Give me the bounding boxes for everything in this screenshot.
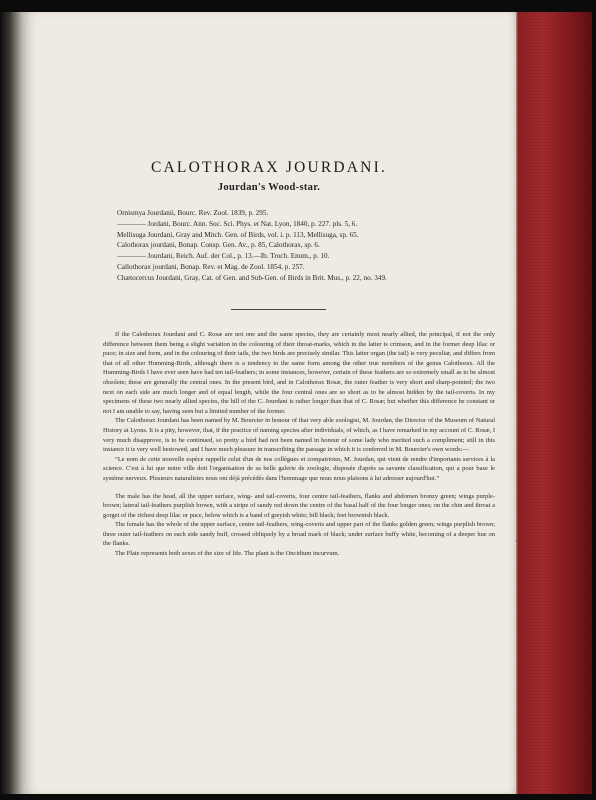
description-female: The female has the whole of the upper surface, centre tail-feathers, wing-coverts and upper part of the flanks golden green; wings purplish brown; three outer tail-feathers on each side sandy buff, crossed obliquely by a broad mark of black; under surface buffy white, becoming of a deeper hue on the flanks. <box>103 521 495 548</box>
page-speck <box>516 540 518 542</box>
paragraph: The Calothorax Jourdani has been named by M. Bourcier in honour of that very able zoologist, M. Jourdan, the Director of the Museum of Natural History at Lyons. It is a pity, however, that, if the practice of naming species after individuals, of which, as I have remarked in my account of C. Rosæ, I very much disapprove, is to be continued, so pretty a bird had not been named in honour of some lady who merited such a compliment; still in this instance it is very well bestowed, and I have much pleasure in transcribing the passage in which it is conferred in M. Bourcier's own words:— <box>103 417 495 454</box>
reference-line: ———— Jordani, Bourc. Ann. Soc. Sci. Phys. et Nat. Lyon, 1840, p. 227. pls. 5, 6. <box>117 219 358 228</box>
common-name: Jourdan's Wood-star. <box>217 182 321 193</box>
reference-line: ———— Jourdani, Reich. Auf. der Col., p. 13.—Ib. Troch. Enum., p. 10. <box>117 252 330 261</box>
description-male: The male has the head, all the upper surface, wing- and tail-coverts, four centre tail-feathers, flanks and abdomen bronzy green; wings purple-brown; lateral tail-feathers purplish brown, with a stripe of sandy red down the centre of the basal half of the four longer ones; on the chin and throat a gorget of the richest deep lilac or puce, below which is a band of greyish white; bill black; feet brownish black. <box>103 492 495 519</box>
reference-line: Callothorax jourdani, Bonap. Rev. et Mag. de Zool. 1854, p. 257. <box>117 262 305 271</box>
quotation-paragraph: “Le nom de cette nouvelle espèce rappelle celui d'un de nos collègues et compatriotes, M. Jourdan, qui vient de rendre d'importants services à la science. C'est à lui que notre ville doit l'organisation de sa belle galerie de zoologie, disposée d'après sa savante classification, qui a pour base le système nerveux. Plusieurs naturalistes nous ont déjà précédés dans l'hommage que nous nous plaisons à lui adresser aujourd'hui.” <box>103 455 495 482</box>
reference-line: Mellisuga Jourdani, Gray and Mitch. Gen. of Birds, vol. i. p. 113, Mellisuga, sp. 65. <box>117 230 359 239</box>
section-divider <box>231 309 326 310</box>
page-gutter <box>0 12 24 794</box>
synonymy-references <box>117 208 497 284</box>
species-title: CALOTHORAX JOURDANI. <box>150 159 388 176</box>
reference-line: Chætocercus Jourdani, Gray, Cat. of Gen. and Sub-Gen. of Birds in Brit. Mus., p. 22, no. 349. <box>117 273 387 282</box>
book-page-edges <box>510 12 592 794</box>
reference-line: Calothorax jourdani, Bonap. Consp. Gen. Av., p. 85, Calothorax, sp. 6. <box>117 241 320 250</box>
plate-note: The Plate represents both sexes of the size of life. The plant is the Oncidium incurvum. <box>115 550 340 558</box>
book-page <box>22 12 516 794</box>
body-text <box>103 330 495 559</box>
paragraph: If the Calothorax Jourdani and C. Rosæ are not one and the same species, they are certainly most nearly allied, the principal, if not the only difference between them being a slight variation in the colouring of their throat-marks, which in the latter is crimson, and in the former deep lilac or puce; in size and form, and in the colouring of their tails, the two birds are precisely similar. This latter organ (the tail) is very peculiar, and differs from that of all other Humming-Birds, although there is a tendency to the same form among the other true members of the genus Calothorax. All the Humming-Birds I have ever seen have had ten tail-feathers; in some instances, however, certain of these feathers are so extremely small as to be almost obsolete; these are generally the central ones. In the present bird, and in Calothorax Rosæ, the outer feather is very short and sharp-pointed; the two next on each side are much longer and of equal length, while the four central ones are so short as to be almost hidden by the tail-coverts. In my specimens of these two nearly allied species, the bill of the C. Jourdani is rather longer than that of C. Rosæ; but whether this difference be constant or not I am unable to say, having seen but a limited number of the former. <box>103 331 495 415</box>
reference-line: Ornismya Jourdanii, Bourc. Rev. Zool. 1839, p. 295. <box>117 209 269 217</box>
